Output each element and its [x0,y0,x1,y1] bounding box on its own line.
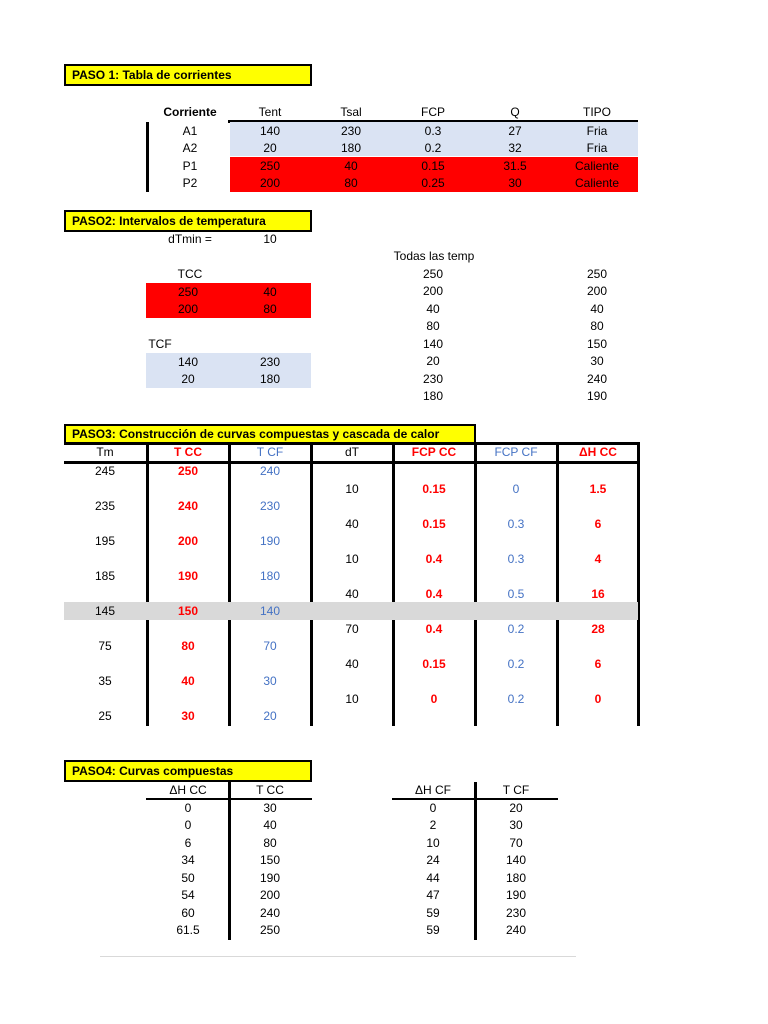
table-cell: 0.15 [421,159,445,173]
temp-value: 80 [590,319,604,333]
step3-title: PASO3: Construcción de curvas compuestas y cascada de calor [64,424,476,444]
dtmin-label: dTmin = [168,232,212,246]
dt-value: 10 [345,692,359,706]
fcp-cf-value: 0.5 [507,587,525,601]
dh-cf-value: 24 [426,853,440,867]
table-cell: 250 [259,159,281,173]
dh-cc-value: 6 [184,836,192,850]
dh-cc-value: 34 [181,853,195,867]
col-header-q: Q [510,105,520,119]
fcp-cf-value: 0.2 [507,622,525,636]
tcf-value: 180 [259,569,281,583]
tcc-cell: 200 [177,302,199,316]
dh-cf-value: 10 [426,836,440,850]
tcf-value: 20 [509,801,523,815]
dh-cc-value: 6 [594,517,602,531]
tcc-cell: 80 [263,302,277,316]
step1-title: PASO 1: Tabla de corrientes [64,64,312,86]
tcf-value: 240 [505,923,527,937]
temp-value: 150 [586,337,608,351]
col-header-fcp-cf: FCP CF [494,445,538,459]
fcp-cc-value: 0.4 [425,552,443,566]
page-divider [100,956,576,957]
tcc-value: 150 [177,604,199,618]
tm-value: 75 [98,639,112,653]
tcc-value: 80 [263,836,277,850]
col-header-tent: Tent [258,105,282,119]
col-header-dh-cf: ΔH CF [414,783,451,797]
dh-cc-value: 28 [591,622,605,636]
tcf-value: 180 [505,871,527,885]
fcp-cc-value: 0.15 [422,482,446,496]
tcf-value: 230 [505,906,527,920]
corriente-header: Corriente [163,105,217,119]
fcp-cc-value: 0 [430,692,438,706]
temp-value: 230 [422,372,444,386]
temp-value: 250 [586,267,608,281]
tcf-value: 230 [259,499,281,513]
tcc-label: TCC [177,267,203,281]
tm-value: 195 [94,534,116,548]
dh-cc-value: 6 [594,657,602,671]
tcf-label: TCF [148,337,172,351]
tcf-cell: 140 [177,355,199,369]
fcp-cc-value: 0.4 [425,622,443,636]
table-cell: 40 [344,159,358,173]
tcc-value: 80 [181,639,195,653]
tcf-cell: 230 [259,355,281,369]
col-header-dh-cc: ΔH CC [169,783,207,797]
tcc-cell: 40 [263,285,277,299]
tcf-value: 70 [509,836,523,850]
fcp-cf-value: 0 [512,482,520,496]
dh-cf-value: 44 [426,871,440,885]
col-header-tm: Tm [96,445,114,459]
table-cell: Caliente [574,176,620,190]
tcc-cell: 250 [177,285,199,299]
fcp-cc-value: 0.15 [422,657,446,671]
tcc-value: 40 [181,674,195,688]
fcp-cf-value: 0.2 [507,692,525,706]
temp-value: 140 [422,337,444,351]
fcp-cf-value: 0.2 [507,657,525,671]
table-cell: 27 [508,124,522,138]
table-cell: 180 [340,141,362,155]
stream-name: P1 [182,159,198,173]
dt-value: 40 [345,517,359,531]
col-header-tipo: TIPO [582,105,611,119]
dh-cc-value: 60 [181,906,195,920]
tcf-value: 190 [505,888,527,902]
tcf-value: 140 [259,604,281,618]
step1-left-rule [146,122,149,192]
tcc-value: 240 [259,906,281,920]
dh-cc-value: 50 [181,871,195,885]
tcc-value: 250 [177,464,199,478]
tcc-value: 30 [263,801,277,815]
tcc-value: 200 [259,888,281,902]
col-header-dh-cc: ΔH CC [579,445,617,459]
table-cell: 230 [340,124,362,138]
temp-value: 80 [426,319,440,333]
step4-title: PASO4: Curvas compuestas [64,760,312,782]
table-cell: 20 [263,141,277,155]
col-header-tcf: T CF [256,445,284,459]
col-header-tcf: T CF [502,783,530,797]
fcp-cf-value: 0.3 [507,552,525,566]
dh-cc-value: 54 [181,888,195,902]
table-cell: Caliente [574,159,620,173]
col-header-fcp: FCP [421,105,445,119]
dh-cc-value: 4 [594,552,602,566]
tcf-value: 70 [263,639,277,653]
tm-value: 235 [94,499,116,513]
table-cell: 32 [508,141,522,155]
tcf-value: 190 [259,534,281,548]
tcf-value: 20 [263,709,277,723]
tcc-value: 240 [177,499,199,513]
table-cell: 31.5 [503,159,527,173]
table-cell: 0.3 [424,124,442,138]
tcc-value: 40 [263,818,277,832]
dt-value: 40 [345,587,359,601]
temp-value: 180 [422,389,444,403]
tm-value: 35 [98,674,112,688]
stream-name: P2 [182,176,198,190]
table-cell: 140 [259,124,281,138]
col-header-dt: dT [344,445,359,459]
fcp-cc-value: 0.15 [422,517,446,531]
stream-name: A2 [182,141,198,155]
dh-cc-value: 1.5 [589,482,607,496]
temp-value: 30 [590,354,604,368]
table-cell: 0.25 [421,176,445,190]
dh-cc-value: 0 [184,818,192,832]
col-header-tcc: T CC [174,445,202,459]
dh-cf-value: 59 [426,923,440,937]
stream-name: A1 [182,124,198,138]
tcf-value: 140 [505,853,527,867]
temp-value: 190 [586,389,608,403]
tm-value: 25 [98,709,112,723]
table-cell: Fria [586,124,608,138]
tm-value: 185 [94,569,116,583]
tcc-value: 200 [177,534,199,548]
dh-cf-value: 59 [426,906,440,920]
tm-value: 145 [94,604,116,618]
table-cell: 0.2 [424,141,442,155]
tcf-cell: 180 [259,372,281,386]
tcf-cell: 20 [181,372,195,386]
fcp-cc-value: 0.4 [425,587,443,601]
dh-cf-value: 47 [426,888,440,902]
tcc-value: 150 [259,853,281,867]
fcp-cf-value: 0.3 [507,517,525,531]
step2-title: PASO2: Intervalos de temperatura [64,210,312,232]
dh-cc-value: 0 [594,692,602,706]
temp-value: 20 [426,354,440,368]
table-cell: 80 [344,176,358,190]
dh-cf-value: 2 [429,818,437,832]
tcc-value: 250 [259,923,281,937]
dtmin-value: 10 [263,232,277,246]
dh-cc-value: 0 [184,801,192,815]
dt-value: 40 [345,657,359,671]
temp-value: 40 [426,302,440,316]
tcc-value: 190 [259,871,281,885]
all-temps-label: Todas las temp [393,249,475,263]
tcc-value: 190 [177,569,199,583]
tcf-value: 240 [259,464,281,478]
dt-value: 70 [345,622,359,636]
dh-cf-value: 0 [429,801,437,815]
table-cell: 200 [259,176,281,190]
temp-value: 240 [586,372,608,386]
temp-value: 250 [422,267,444,281]
table-cell: 30 [508,176,522,190]
col-header-fcp-cc: FCP CC [411,445,457,459]
tm-value: 245 [94,464,116,478]
tcf-value: 30 [509,818,523,832]
temp-value: 40 [590,302,604,316]
tcf-value: 30 [263,674,277,688]
temp-value: 200 [586,284,608,298]
dh-cc-value: 61.5 [176,923,200,937]
temp-value: 200 [422,284,444,298]
table-cell: Fria [586,141,608,155]
dt-value: 10 [345,552,359,566]
col-header-tcc: T CC [256,783,284,797]
tcc-value: 30 [181,709,195,723]
dh-cc-value: 16 [591,587,605,601]
col-header-tsal: Tsal [340,105,362,119]
dt-value: 10 [345,482,359,496]
